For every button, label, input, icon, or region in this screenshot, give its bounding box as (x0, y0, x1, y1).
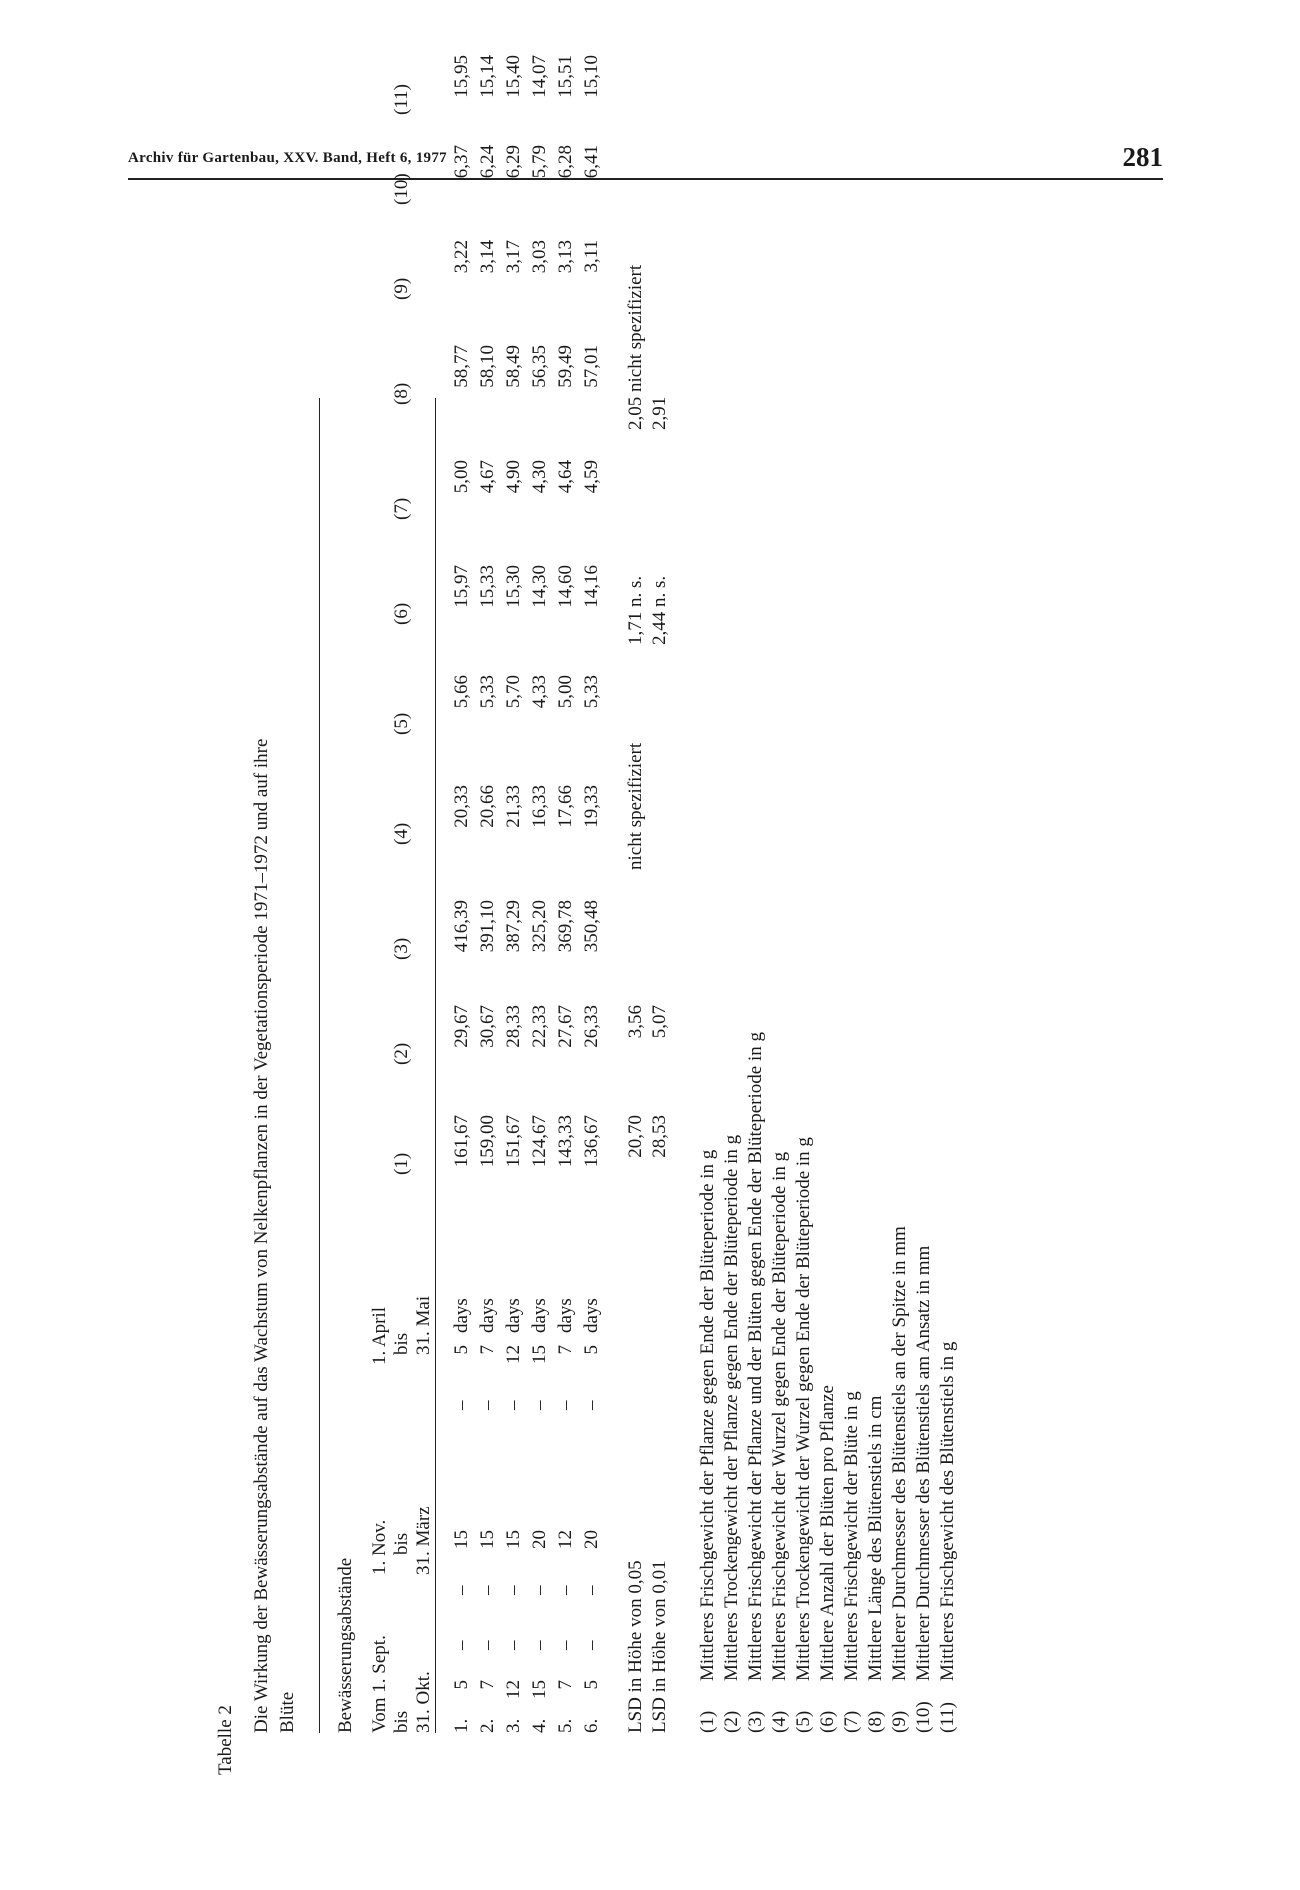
table-cell: 14,60 (555, 565, 576, 608)
table-label: Tabelle 2 (215, 1705, 236, 1775)
lsd-label: LSD in Höhe von 0,05 (625, 1560, 646, 1733)
table-cell: 4,67 (477, 460, 498, 494)
table-cell: 15,14 (477, 55, 498, 98)
table-cell: 5,00 (555, 675, 576, 709)
legend-number: (1) (697, 1710, 718, 1733)
legend-text: Mittlerer Durchmesser des Blütenstiels an der Spitze in mm (889, 1226, 910, 1681)
legend-number: (11) (937, 1702, 958, 1733)
column-header: (8) (391, 382, 412, 405)
interval-unit: days (555, 1298, 576, 1333)
legend-text: Mittleres Frischgewicht des Blütenstiels in g (937, 1341, 958, 1681)
dash: – (503, 1640, 524, 1650)
lsd-not-specified: nicht spezifiziert (625, 742, 646, 870)
legend-text: Mittleres Trockengewicht der Pflanze gegen Ende der Blüteperiode in g (721, 1134, 742, 1681)
interval-period1: 7 (477, 1680, 498, 1690)
table-cell: 143,33 (555, 1115, 576, 1168)
legend-number: (7) (841, 1710, 862, 1733)
interval-period2: 15 (477, 1530, 498, 1549)
table-cell: 416,39 (451, 900, 472, 953)
table-cell: 6,28 (555, 145, 576, 179)
row-number: 5. (555, 1718, 576, 1733)
table-cell: 27,67 (555, 1005, 576, 1048)
table-cell: 14,30 (529, 565, 550, 608)
table-cell: 6,37 (451, 145, 472, 179)
table-cell: 161,67 (451, 1115, 472, 1168)
dash: – (477, 1640, 498, 1650)
legend-text: Mittleres Frischgewicht der Wurzel gegen Ende der Blüteperiode in g (769, 1151, 790, 1681)
table-cell: 56,35 (529, 345, 550, 388)
dash: – (477, 1400, 498, 1410)
journal-title: Archiv für Gartenbau, XXV. Band, Heft 6, 1977 (128, 150, 447, 166)
dash: – (451, 1400, 472, 1410)
interval-unit: days (451, 1298, 472, 1333)
table-cell: 15,33 (477, 565, 498, 608)
column-header: (3) (391, 937, 412, 960)
table-cell: 15,51 (555, 55, 576, 98)
dash: – (581, 1585, 602, 1595)
interval-unit: days (581, 1298, 602, 1333)
table-header-rule (435, 398, 436, 1733)
legend-number: (9) (889, 1710, 910, 1733)
period3-header-end: 31. Mai (413, 1295, 434, 1355)
table-cell: 14,16 (581, 565, 602, 608)
dash: – (529, 1585, 550, 1595)
table-cell: 325,20 (529, 900, 550, 953)
table-cell: 20,33 (451, 785, 472, 828)
lsd-value: 3,56 (625, 1005, 646, 1039)
legend-text: Mittlere Anzahl der Blüten pro Pflanze (817, 1385, 838, 1681)
legend-number: (2) (721, 1710, 742, 1733)
table-cell: 15,10 (581, 55, 602, 98)
table-cell: 5,79 (529, 145, 550, 179)
table-cell: 15,40 (503, 55, 524, 98)
row-number: 2. (477, 1718, 498, 1733)
dash: – (581, 1640, 602, 1650)
table-cell: 58,49 (503, 345, 524, 388)
dash: – (555, 1585, 576, 1595)
interval-period1: 5 (581, 1680, 602, 1690)
interval-period3: 5 (451, 1345, 472, 1355)
dash: – (477, 1585, 498, 1595)
row-number: 1. (451, 1718, 472, 1733)
table-cell: 59,49 (555, 345, 576, 388)
table-cell: 5,70 (503, 675, 524, 709)
interval-period2: 20 (529, 1530, 550, 1549)
lsd-value: 20,70 (625, 1115, 646, 1158)
table-cell: 16,33 (529, 785, 550, 828)
legend-text: Mittlere Länge des Blütenstiels in cm (865, 1395, 886, 1681)
table-cell: 17,66 (555, 785, 576, 828)
table-cell: 4,59 (581, 460, 602, 494)
legend-number: (6) (817, 1710, 838, 1733)
table-cell: 29,67 (451, 1005, 472, 1048)
table-cell: 3,03 (529, 240, 550, 274)
column-header: (11) (391, 84, 412, 115)
lsd-label: LSD in Höhe von 0,01 (649, 1560, 670, 1733)
dash: – (529, 1400, 550, 1410)
table-caption-cont: Blüte (277, 1691, 298, 1733)
interval-period3: 5 (581, 1345, 602, 1355)
table-cell: 22,33 (529, 1005, 550, 1048)
column-header: (10) (391, 173, 412, 205)
table-cell: 6,41 (581, 145, 602, 179)
table-cell: 19,33 (581, 785, 602, 828)
table-caption: Die Wirkung der Bewässerungsabstände auf das Wachstum von Nelkenpflanzen in der Vegetationsperiode 1971–1972 und auf ihre (251, 738, 272, 1733)
dash: – (503, 1585, 524, 1595)
table-cell: 369,78 (555, 900, 576, 953)
legend-number: (4) (769, 1710, 790, 1733)
interval-period1: 7 (555, 1680, 576, 1690)
lsd-value: 28,53 (649, 1115, 670, 1158)
table-cell: 3,11 (581, 240, 602, 273)
legend-text: Mittleres Frischgewicht der Pflanze und der Blüten gegen Ende der Blüteperiode in g (745, 1032, 766, 1681)
legend-number: (5) (793, 1710, 814, 1733)
interval-period2: 20 (581, 1530, 602, 1549)
legend-number: (8) (865, 1710, 886, 1733)
interval-period1: 12 (503, 1680, 524, 1699)
table-cell: 391,10 (477, 900, 498, 953)
table-cell: 5,33 (581, 675, 602, 709)
legend-text: Mittleres Frischgewicht der Pflanze gegen Ende der Blüteperiode in g (697, 1149, 718, 1681)
interval-unit: days (529, 1298, 550, 1333)
lsd-value: 2,44 n. s. (649, 575, 670, 645)
table-cell: 21,33 (503, 785, 524, 828)
group-header: Bewässerungsabstände (335, 1557, 356, 1733)
dash: – (451, 1585, 472, 1595)
interval-period1: 5 (451, 1680, 472, 1690)
column-header: (7) (391, 497, 412, 520)
table-cell: 5,00 (451, 460, 472, 494)
table-cell: 57,01 (581, 345, 602, 388)
interval-period3: 12 (503, 1345, 524, 1364)
interval-period2: 15 (451, 1530, 472, 1549)
page-number: 281 (1122, 142, 1163, 172)
dash: – (555, 1400, 576, 1410)
dash: – (529, 1640, 550, 1650)
interval-period3: 15 (529, 1345, 550, 1364)
interval-period3: 7 (477, 1345, 498, 1355)
table-cell: 58,77 (451, 345, 472, 388)
table-cell: 26,33 (581, 1005, 602, 1048)
period3-header: 1. April (369, 1306, 390, 1365)
column-header: (1) (391, 1152, 412, 1175)
table-cell: 58,10 (477, 345, 498, 388)
interval-period2: 12 (555, 1530, 576, 1549)
table-cell: 28,33 (503, 1005, 524, 1048)
dash: – (451, 1640, 472, 1650)
table-cell: 3,13 (555, 240, 576, 274)
table-cell: 136,67 (581, 1115, 602, 1168)
column-header: (2) (391, 1042, 412, 1065)
table-cell: 14,07 (529, 55, 550, 98)
period1-header-bis: bis (391, 1710, 412, 1733)
dash: – (581, 1400, 602, 1410)
interval-period3: 7 (555, 1345, 576, 1355)
table-cell: 151,67 (503, 1115, 524, 1168)
column-header: (4) (391, 822, 412, 845)
table-cell: 4,30 (529, 460, 550, 494)
legend-number: (10) (913, 1701, 934, 1733)
running-head (128, 142, 1163, 180)
interval-unit: days (503, 1298, 524, 1333)
table-cell: 5,33 (477, 675, 498, 709)
table-cell: 3,22 (451, 240, 472, 274)
period2-header-bis: bis (391, 1532, 412, 1555)
table-cell: 5,66 (451, 675, 472, 709)
period2-header: 1. Nov. (369, 1519, 390, 1575)
table-cell: 15,30 (503, 565, 524, 608)
table-cell: 30,67 (477, 1005, 498, 1048)
table-cell: 4,90 (503, 460, 524, 494)
dash: – (503, 1400, 524, 1410)
lsd-value: 1,71 n. s. (625, 575, 646, 645)
table-cell: 124,67 (529, 1115, 550, 1168)
row-number: 6. (581, 1718, 602, 1733)
table-cell: 6,24 (477, 145, 498, 179)
period2-header-end: 31. März (413, 1506, 434, 1575)
interval-period2: 15 (503, 1530, 524, 1549)
table-cell: 159,00 (477, 1115, 498, 1168)
interval-period1: 15 (529, 1680, 550, 1699)
period3-header-bis: bis (391, 1332, 412, 1355)
table-cell: 350,48 (581, 900, 602, 953)
interval-unit: days (477, 1298, 498, 1333)
row-number: 4. (529, 1718, 550, 1733)
table-cell: 15,97 (451, 565, 472, 608)
table-cell: 387,29 (503, 900, 524, 953)
column-header: (9) (391, 277, 412, 300)
period1-header: Vom 1. Sept. (369, 1635, 390, 1733)
lsd-value: 2,91 (649, 396, 670, 430)
dash: – (555, 1640, 576, 1650)
table-cell: 4,64 (555, 460, 576, 494)
table-cell: 15,95 (451, 55, 472, 98)
table-top-rule (319, 398, 320, 1733)
table-cell: 6,29 (503, 145, 524, 179)
table-cell: 4,33 (529, 675, 550, 709)
legend-text: Mittleres Frischgewicht der Blüte in g (841, 1391, 862, 1681)
legend-text: Mittlerer Durchmesser des Blütenstiels am Ansatz in mm (913, 1245, 934, 1681)
row-number: 3. (503, 1718, 524, 1733)
lsd-value: 5,07 (649, 1005, 670, 1039)
period1-header-end: 31. Okt. (413, 1671, 434, 1733)
lsd-value: 2,05 nicht spezifiziert (625, 264, 646, 430)
column-header: (6) (391, 602, 412, 625)
table-cell: 3,17 (503, 240, 524, 274)
table-cell: 3,14 (477, 240, 498, 274)
legend-number: (3) (745, 1710, 766, 1733)
table-cell: 20,66 (477, 785, 498, 828)
legend-text: Mittleres Trockengewicht der Wurzel gegen Ende der Blüteperiode in g (793, 1137, 814, 1681)
column-header: (5) (391, 712, 412, 735)
